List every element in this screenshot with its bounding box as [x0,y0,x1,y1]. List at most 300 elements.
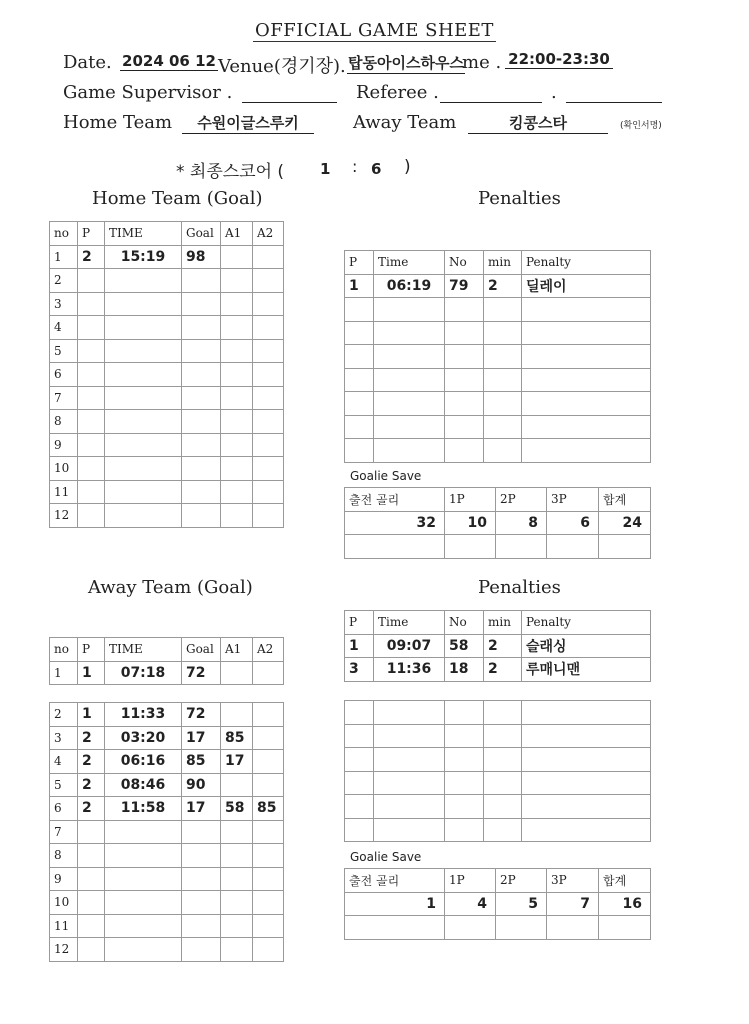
goal-cell[interactable] [182,891,221,915]
column-header: P [78,222,105,246]
penalty-cell[interactable] [345,818,374,842]
goal-cell[interactable] [182,292,221,316]
goalie-save-cell[interactable]: 8 [496,511,547,535]
goal-cell[interactable]: 85 [221,726,253,750]
column-header: Penalty [522,251,651,275]
column-header: A2 [253,638,284,662]
column-header: P [78,638,105,662]
penalty-cell[interactable] [445,724,484,748]
penalty-cell[interactable]: 2 [484,634,522,658]
column-header: 3P [547,488,599,512]
goal-cell[interactable] [253,914,284,938]
table-row [345,415,651,439]
goal-cell[interactable] [221,480,253,504]
penalty-cell[interactable] [522,415,651,439]
table-row [50,269,284,293]
goal-cell[interactable] [253,504,284,528]
column-header: no [50,638,78,662]
goal-cell[interactable] [78,363,105,387]
goal-cell[interactable]: 15:19 [105,245,182,269]
goal-cell[interactable]: 17 [182,726,221,750]
goal-cell[interactable] [182,363,221,387]
penalty-cell[interactable] [345,701,374,725]
penalty-cell[interactable]: 79 [445,274,484,298]
home-team-label: Home Team [63,112,173,133]
goal-cell[interactable] [105,292,182,316]
table-row [345,916,651,940]
goalie-save-cell[interactable]: 16 [599,892,651,916]
goal-cell[interactable] [78,820,105,844]
row-number: 11 [50,914,78,938]
penalty-cell[interactable]: 2 [484,658,522,682]
goal-cell[interactable]: 1 [78,661,105,685]
time-value[interactable]: 22:00-23:30 [505,50,613,69]
goal-cell[interactable] [105,820,182,844]
goal-cell[interactable]: 98 [182,245,221,269]
penalty-cell[interactable] [374,321,445,345]
goal-cell[interactable] [182,844,221,868]
penalty-cell[interactable]: 09:07 [374,634,445,658]
goal-cell[interactable] [105,867,182,891]
penalty-cell[interactable] [484,439,522,463]
column-header: Goal [182,222,221,246]
penalty-cell[interactable] [345,771,374,795]
goal-cell[interactable] [182,938,221,962]
penalty-cell[interactable] [345,724,374,748]
goal-cell[interactable] [253,891,284,915]
goal-cell[interactable] [105,386,182,410]
goal-cell[interactable]: 1 [78,703,105,727]
table-row [50,844,284,868]
penalty-cell[interactable] [345,748,374,772]
penalty-cell[interactable] [445,298,484,322]
goal-cell[interactable] [221,820,253,844]
table-row [345,535,651,559]
goalie-save-cell[interactable]: 32 [345,511,445,535]
header-row [50,222,284,246]
home-goalie-table [344,487,651,559]
table-row [50,820,284,844]
penalty-cell[interactable] [484,724,522,748]
goal-cell[interactable] [78,339,105,363]
penalty-cell[interactable] [374,724,445,748]
penalty-cell[interactable]: 루매니맨 [522,658,651,682]
goal-cell[interactable] [78,914,105,938]
goal-cell[interactable] [182,316,221,340]
goal-cell[interactable] [78,480,105,504]
goal-cell[interactable] [182,386,221,410]
penalty-cell[interactable] [522,392,651,416]
penalty-cell[interactable] [522,345,651,369]
penalty-cell[interactable] [445,439,484,463]
penalty-cell[interactable]: 1 [345,274,374,298]
header-row [345,869,651,893]
goal-cell[interactable] [105,504,182,528]
goal-cell[interactable]: 08:46 [105,773,182,797]
table-row [345,634,651,658]
penalty-cell[interactable] [522,701,651,725]
supervisor-field[interactable] [242,82,337,103]
penalty-cell[interactable] [522,321,651,345]
penalty-cell[interactable] [345,298,374,322]
penalty-cell[interactable] [345,392,374,416]
goal-cell[interactable] [253,292,284,316]
goal-cell[interactable] [105,316,182,340]
row-number: 2 [50,269,78,293]
goal-cell[interactable] [105,844,182,868]
supervisor-label: Game Supervisor . [63,82,233,103]
penalty-cell[interactable] [522,439,651,463]
penalty-cell[interactable] [445,771,484,795]
goal-cell[interactable] [253,457,284,481]
goal-cell[interactable] [253,433,284,457]
penalty-cell[interactable] [345,321,374,345]
penalty-cell[interactable] [345,345,374,369]
goal-cell[interactable]: 72 [182,661,221,685]
venue-label: Venue(경기장). [218,56,346,77]
table-row [50,292,284,316]
goal-cell[interactable] [253,661,284,685]
goal-cell[interactable]: 06:16 [105,750,182,774]
goal-cell[interactable] [221,703,253,727]
away-goals-table-top [49,637,284,685]
goal-cell[interactable] [78,504,105,528]
home-goalie-title: Goalie Save [350,469,422,483]
goal-cell[interactable] [105,938,182,962]
table-row [50,245,284,269]
home-team-value[interactable]: 수원이글스루키 [182,112,314,134]
goal-cell[interactable] [182,410,221,434]
penalty-cell[interactable] [445,345,484,369]
penalty-cell[interactable] [522,748,651,772]
goal-cell[interactable] [221,891,253,915]
table-row [345,658,651,682]
penalty-cell[interactable] [484,748,522,772]
column-header: A2 [253,222,284,246]
goal-cell[interactable] [253,867,284,891]
goal-cell[interactable] [78,891,105,915]
penalty-cell[interactable] [484,321,522,345]
goal-cell[interactable] [221,269,253,293]
goal-cell[interactable] [253,245,284,269]
penalty-cell[interactable] [484,795,522,819]
goal-cell[interactable] [78,410,105,434]
row-number: 8 [50,844,78,868]
penalty-cell[interactable]: 58 [445,634,484,658]
table-row [345,511,651,535]
goal-cell[interactable] [253,773,284,797]
venue-value[interactable]: 탑동아이스하우스 [348,54,464,72]
penalty-cell[interactable] [484,345,522,369]
referee-field[interactable] [440,82,542,103]
penalty-cell[interactable]: 2 [484,274,522,298]
goal-cell[interactable] [78,292,105,316]
goal-cell[interactable] [221,316,253,340]
penalty-cell[interactable] [374,795,445,819]
goalie-save-cell[interactable] [599,916,651,940]
away-team-value[interactable]: 킹콩스타 [468,112,608,134]
goalie-save-cell[interactable]: 4 [445,892,496,916]
final-score-close: ) [404,157,411,177]
goal-cell[interactable] [253,410,284,434]
goal-cell[interactable]: 2 [78,750,105,774]
goal-cell[interactable] [221,504,253,528]
goalie-save-cell[interactable] [496,535,547,559]
goalie-save-cell[interactable]: 6 [547,511,599,535]
row-number: 9 [50,867,78,891]
goal-cell[interactable] [78,457,105,481]
goal-cell[interactable]: 11:33 [105,703,182,727]
goalie-save-cell[interactable] [547,916,599,940]
penalty-cell[interactable] [374,701,445,725]
penalty-cell[interactable]: 슬래싱 [522,634,651,658]
goal-cell[interactable]: 2 [78,245,105,269]
goal-cell[interactable] [221,661,253,685]
goal-cell[interactable] [221,292,253,316]
date-value[interactable]: 2024 06 12 [120,52,218,71]
penalty-cell[interactable] [484,415,522,439]
column-header: No [445,611,484,635]
penalty-cell[interactable] [484,771,522,795]
goal-cell[interactable]: 72 [182,703,221,727]
goal-cell[interactable] [182,820,221,844]
penalty-cell[interactable] [484,701,522,725]
goal-cell[interactable] [221,386,253,410]
penalty-cell[interactable] [522,298,651,322]
table-row [50,867,284,891]
goal-cell[interactable] [221,433,253,457]
goal-cell[interactable] [182,867,221,891]
penalty-cell[interactable] [374,392,445,416]
goal-cell[interactable] [253,844,284,868]
table-row [50,433,284,457]
penalty-cell[interactable] [374,771,445,795]
penalty-cell[interactable] [484,392,522,416]
goalie-save-cell[interactable] [345,535,445,559]
goal-cell[interactable] [182,457,221,481]
referee-label: Referee . [356,82,439,103]
goal-cell[interactable] [221,339,253,363]
penalty-cell[interactable]: 11:36 [374,658,445,682]
penalty-cell[interactable] [522,368,651,392]
goal-cell[interactable] [253,386,284,410]
penalty-cell[interactable] [445,701,484,725]
penalty-cell[interactable] [484,818,522,842]
goal-cell[interactable] [182,914,221,938]
penalty-cell[interactable] [374,439,445,463]
row-number: 12 [50,504,78,528]
penalty-cell[interactable]: 18 [445,658,484,682]
row-number: 11 [50,480,78,504]
goal-cell[interactable] [221,410,253,434]
table-row [50,938,284,962]
goal-cell[interactable] [253,316,284,340]
penalty-cell[interactable] [445,368,484,392]
penalty-cell[interactable] [484,298,522,322]
penalty-cell[interactable]: 06:19 [374,274,445,298]
penalty-cell[interactable] [374,818,445,842]
penalty-cell[interactable] [445,415,484,439]
goal-cell[interactable]: 2 [78,797,105,821]
table-row [50,891,284,915]
goal-cell[interactable] [182,339,221,363]
penalty-cell[interactable] [374,345,445,369]
goal-cell[interactable] [253,339,284,363]
goal-cell[interactable] [221,844,253,868]
table-row [345,321,651,345]
goal-cell[interactable] [105,891,182,915]
column-header: A1 [221,638,253,662]
column-header: Time [374,611,445,635]
goal-cell[interactable] [253,703,284,727]
goal-cell[interactable] [78,269,105,293]
goal-cell[interactable] [182,433,221,457]
goal-cell[interactable] [253,480,284,504]
table-row [345,368,651,392]
goal-cell[interactable] [221,938,253,962]
goal-cell[interactable]: 90 [182,773,221,797]
goal-cell[interactable] [182,504,221,528]
goalie-save-cell[interactable]: 24 [599,511,651,535]
penalty-cell[interactable] [374,415,445,439]
goal-cell[interactable] [253,820,284,844]
goal-cell[interactable] [105,339,182,363]
goal-cell[interactable] [253,726,284,750]
goal-cell[interactable]: 11:58 [105,797,182,821]
goal-cell[interactable] [78,316,105,340]
goal-cell[interactable] [105,914,182,938]
goalie-save-cell[interactable] [496,916,547,940]
goalie-save-cell[interactable]: 5 [496,892,547,916]
goal-cell[interactable] [78,433,105,457]
penalty-cell[interactable] [522,771,651,795]
penalty-cell[interactable] [522,724,651,748]
row-number: 8 [50,410,78,434]
goal-cell[interactable] [105,269,182,293]
goal-cell[interactable] [221,245,253,269]
goal-cell[interactable]: 58 [221,797,253,821]
table-row [50,386,284,410]
goal-cell[interactable] [221,457,253,481]
penalty-cell[interactable] [374,748,445,772]
penalty-cell[interactable]: 3 [345,658,374,682]
column-header: 출전 골리 [345,869,445,893]
penalty-cell[interactable] [445,321,484,345]
goal-cell[interactable] [221,773,253,797]
goal-cell[interactable]: 85 [182,750,221,774]
goalie-save-cell[interactable] [547,535,599,559]
goalie-save-cell[interactable] [599,535,651,559]
goal-cell[interactable]: 03:20 [105,726,182,750]
penalty-cell[interactable] [445,392,484,416]
penalty-cell[interactable] [445,748,484,772]
table-row [50,914,284,938]
goalie-save-cell[interactable]: 7 [547,892,599,916]
penalty-cell[interactable] [345,795,374,819]
goal-cell[interactable] [253,938,284,962]
column-header: Time [374,251,445,275]
penalty-cell[interactable] [484,368,522,392]
goal-cell[interactable] [253,363,284,387]
table-row [345,701,651,725]
penalty-cell[interactable] [445,818,484,842]
goalie-save-cell[interactable]: 10 [445,511,496,535]
goal-cell[interactable]: 07:18 [105,661,182,685]
referee-dot: . [551,82,557,103]
goal-cell[interactable] [221,363,253,387]
penalty-cell[interactable] [345,415,374,439]
header-row [50,638,284,662]
column-header: min [484,611,522,635]
home-goals-title: Home Team (Goal) [92,188,263,209]
table-row [345,771,651,795]
column-header: no [50,222,78,246]
goalie-save-cell[interactable]: 1 [345,892,445,916]
goal-cell[interactable] [105,480,182,504]
goal-cell[interactable] [105,410,182,434]
penalty-cell[interactable] [374,298,445,322]
goal-cell[interactable] [182,480,221,504]
goal-cell[interactable]: 17 [221,750,253,774]
column-header: Penalty [522,611,651,635]
column-header: TIME [105,222,182,246]
goal-cell[interactable] [105,457,182,481]
penalty-cell[interactable] [345,439,374,463]
goal-cell[interactable] [253,269,284,293]
row-number: 10 [50,457,78,481]
goal-cell[interactable] [78,938,105,962]
column-header: 2P [496,869,547,893]
table-row [50,750,284,774]
penalty-cell[interactable]: 딜레이 [522,274,651,298]
row-number: 7 [50,820,78,844]
goal-cell[interactable] [182,269,221,293]
penalty-cell[interactable] [522,795,651,819]
goal-cell[interactable] [253,750,284,774]
goal-cell[interactable] [221,914,253,938]
goal-cell[interactable] [78,386,105,410]
goal-cell[interactable]: 2 [78,773,105,797]
goal-cell[interactable] [78,867,105,891]
column-header: 2P [496,488,547,512]
penalty-cell[interactable]: 1 [345,634,374,658]
goal-cell[interactable]: 2 [78,726,105,750]
goalie-save-cell[interactable] [445,535,496,559]
table-row [345,439,651,463]
penalty-cell[interactable] [522,818,651,842]
penalty-cell[interactable] [345,368,374,392]
table-row [345,748,651,772]
row-number: 10 [50,891,78,915]
penalty-cell[interactable] [445,795,484,819]
column-header: P [345,251,374,275]
table-row [50,797,284,821]
goalie-save-cell[interactable] [445,916,496,940]
goal-cell[interactable] [105,433,182,457]
penalty-cell[interactable] [374,368,445,392]
row-number: 6 [50,797,78,821]
goal-cell[interactable]: 17 [182,797,221,821]
goal-cell[interactable]: 85 [253,797,284,821]
goal-cell[interactable] [78,844,105,868]
goalie-save-cell[interactable] [345,916,445,940]
column-header: 합계 [599,488,651,512]
goal-cell[interactable] [221,867,253,891]
away-penalties-table [344,610,651,682]
referee2-field[interactable] [566,82,662,103]
goal-cell[interactable] [105,363,182,387]
row-number: 4 [50,316,78,340]
